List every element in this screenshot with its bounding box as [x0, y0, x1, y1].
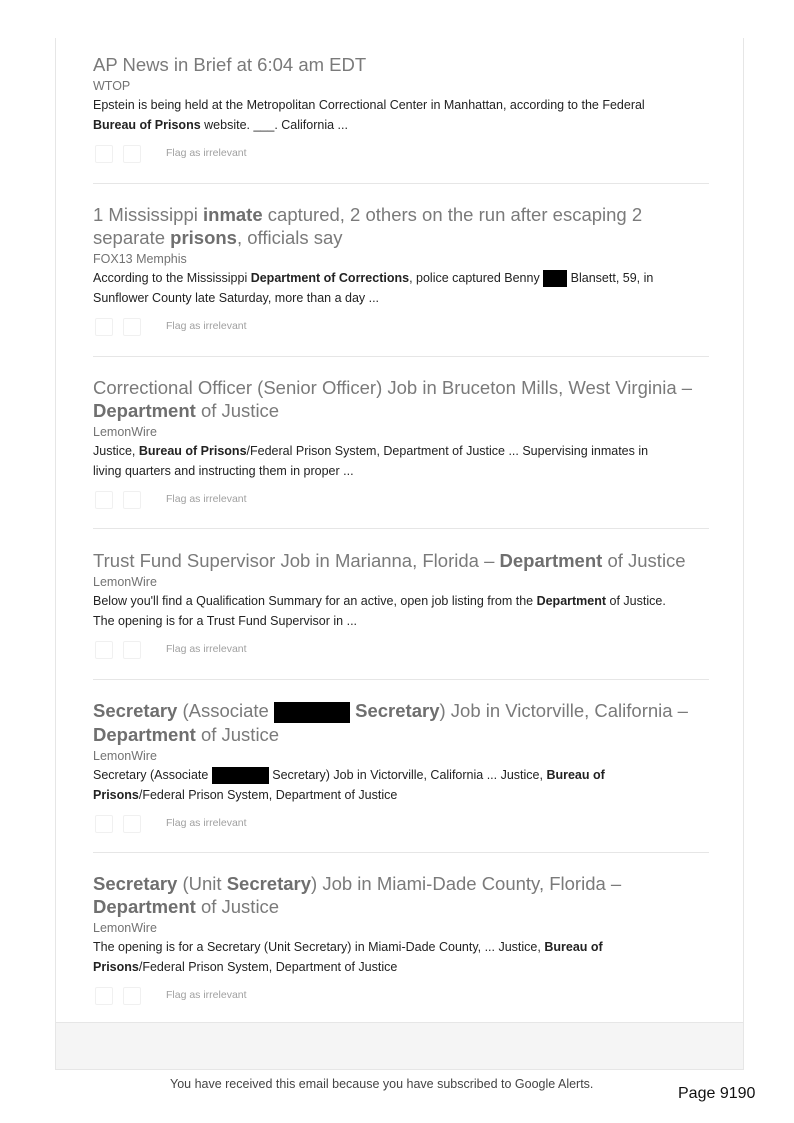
alert-item [93, 376, 709, 513]
footer-cut-text [170, 1077, 630, 1091]
snippet-line [93, 937, 709, 957]
item-source: LemonWire [93, 575, 157, 589]
highlight-term: Prisons [93, 960, 139, 974]
text-run: Blansett, 59, in [567, 271, 654, 285]
highlight-term: Secretary [93, 700, 178, 721]
alert-item [93, 549, 709, 663]
divider [93, 852, 709, 853]
alert-item [93, 872, 709, 1009]
text-run: 1 Mississippi [93, 204, 203, 225]
text-run: /Federal Prison System, Department of Justice [138, 787, 398, 802]
text-run: living quarters and instructing them in proper ... [93, 464, 354, 478]
snippet-line [93, 765, 709, 785]
text-run: , police captured Benny [409, 271, 544, 285]
text-run: of Justice. [606, 594, 666, 608]
item-title[interactable] [93, 203, 709, 249]
text-run: /Federal Prison System, Department of Justice ... Supervising inmates in [246, 444, 649, 458]
item-actions [93, 145, 709, 167]
snippet-line [93, 785, 709, 805]
item-snippet [93, 765, 709, 805]
snippet-line [93, 611, 709, 631]
highlight-term: Department [93, 723, 196, 745]
snippet-line [93, 441, 709, 461]
thumbs-down-icon[interactable] [123, 641, 141, 659]
item-source: WTOP [93, 79, 131, 93]
text-run: captured, 2 others on the run after escaping 2 separate [93, 204, 643, 248]
text-run: Trust Fund Supervisor Job in Marianna, Florida – [93, 550, 500, 571]
item-snippet [93, 591, 709, 631]
text-run: Secretary (Associate [93, 767, 212, 782]
text-run: Justice, [93, 444, 139, 458]
thumbs-down-icon[interactable] [123, 987, 141, 1005]
highlight-term: inmate [203, 204, 263, 225]
text-run: (Unit [177, 873, 227, 894]
text-run: Correctional Officer (Senior Officer) Job in Bruceton Mills, West Virginia – [93, 377, 693, 398]
thumbs-down-icon[interactable] [123, 491, 141, 509]
text-run: of Justice [195, 896, 280, 917]
item-snippet [93, 937, 709, 977]
divider [93, 183, 709, 184]
text-run: website. ___. California ... [200, 118, 348, 132]
text-run: ) Job in Victorville, California – [439, 700, 688, 721]
thumbs-up-icon[interactable] [95, 641, 113, 659]
highlight-term: Department [93, 400, 196, 421]
item-title[interactable] [93, 872, 709, 918]
highlight-term: Bureau of Prisons [93, 118, 201, 132]
snippet-line [93, 115, 709, 135]
highlight-term: Prisons [93, 787, 139, 802]
text-run: Sunflower County late Saturday, more than a day ... [93, 291, 380, 305]
highlight-term: Secretary [226, 873, 312, 894]
item-actions [93, 491, 709, 513]
snippet-line [93, 95, 709, 115]
text-run: of Justice [602, 550, 686, 571]
thumbs-up-icon[interactable] [95, 145, 113, 163]
highlight-term: Secretary [93, 873, 178, 894]
alert-item [93, 699, 709, 837]
text-run: The opening is for a Secretary (Unit Secretary) in Miami-Dade County, ... Justice, [93, 940, 545, 954]
alert-item [93, 203, 709, 340]
text-run: ) Job in Miami-Dade County, Florida – [311, 873, 622, 894]
snippet-line [93, 591, 709, 611]
item-title[interactable] [93, 376, 709, 422]
highlight-term: Secretary [355, 700, 440, 721]
text-run: (Associate [177, 700, 274, 721]
item-title[interactable] [93, 53, 709, 76]
footer-cut-text-line: You have received this email because you have subscribed to Google Alerts. [170, 1077, 594, 1091]
item-source: FOX13 Memphis [93, 252, 187, 266]
text-run: /Federal Prison System, Department of Justice [138, 960, 398, 974]
item-snippet [93, 95, 709, 135]
highlight-term: Department of Corrections [250, 271, 410, 285]
item-actions [93, 318, 709, 340]
page-number: Page 9190 [678, 1085, 756, 1102]
snippet-line [93, 268, 709, 288]
item-snippet [93, 268, 709, 308]
text-run: of Justice [195, 400, 280, 421]
thumbs-up-icon[interactable] [95, 987, 113, 1005]
text-run: , officials say [236, 227, 343, 248]
text-run: AP News in Brief at 6:04 am EDT [93, 54, 367, 75]
item-source: LemonWire [93, 921, 157, 935]
flag-irrelevant-link[interactable]: Flag as irrelevant [166, 643, 247, 655]
flag-irrelevant-link[interactable]: Flag as irrelevant [166, 989, 247, 1001]
snippet-line [93, 288, 709, 308]
divider [93, 679, 709, 680]
redaction-box [212, 767, 269, 784]
divider [93, 356, 709, 357]
thumbs-up-icon[interactable] [95, 815, 113, 833]
redaction-box [543, 270, 567, 287]
item-actions [93, 987, 709, 1009]
highlight-term: prisons [170, 227, 237, 248]
thumbs-up-icon[interactable] [95, 318, 113, 336]
text-run: The opening is for a Trust Fund Supervisor in ... [93, 614, 358, 628]
highlight-term: Bureau of [546, 767, 605, 782]
flag-irrelevant-link[interactable]: Flag as irrelevant [166, 147, 247, 159]
item-actions [93, 815, 709, 837]
divider [93, 528, 709, 529]
thumbs-down-icon[interactable] [123, 815, 141, 833]
highlight-term: Department [93, 896, 196, 917]
item-title[interactable] [93, 549, 709, 572]
text-run: Below you'll find a Qualification Summary for an active, open job listing from the [93, 594, 537, 608]
thumbs-down-icon[interactable] [123, 318, 141, 336]
alert-card [55, 38, 744, 1070]
flag-irrelevant-link[interactable]: Flag as irrelevant [166, 816, 247, 829]
highlight-term: Department [536, 594, 607, 608]
redaction-box [274, 702, 350, 723]
highlight-term: Bureau of [544, 940, 603, 954]
item-source: LemonWire [93, 748, 157, 763]
card-footer [56, 1022, 743, 1069]
item-source: LemonWire [93, 425, 157, 439]
alert-item [93, 53, 709, 167]
flag-irrelevant-link[interactable]: Flag as irrelevant [166, 320, 247, 332]
flag-irrelevant-link[interactable]: Flag as irrelevant [166, 493, 247, 505]
highlight-term: Department [499, 550, 603, 571]
snippet-line [93, 957, 709, 977]
snippet-line [93, 461, 709, 481]
text-run: According to the Mississippi [93, 271, 251, 285]
text-run: Epstein is being held at the Metropolitan Correctional Center in Manhattan, according to the Federal [93, 98, 645, 112]
item-title[interactable] [93, 699, 709, 746]
text-run: Secretary) Job in Victorville, California ... Justice, [268, 767, 547, 782]
item-actions [93, 641, 709, 663]
item-snippet [93, 441, 709, 481]
highlight-term: Bureau of Prisons [138, 444, 247, 458]
thumbs-up-icon[interactable] [95, 491, 113, 509]
text-run: of Justice [195, 723, 280, 745]
thumbs-down-icon[interactable] [123, 145, 141, 163]
